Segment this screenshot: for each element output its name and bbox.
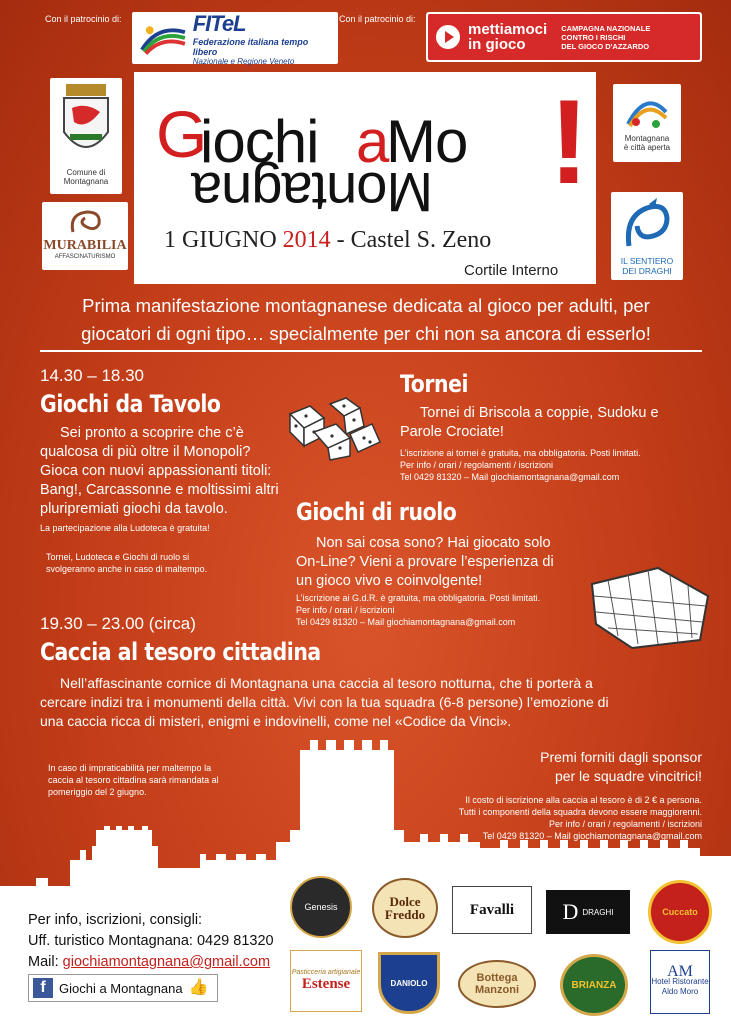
tavolo-text4: Bang!, Carcassonne e moltissimi altri bbox=[40, 482, 279, 498]
footer-mail-link[interactable]: giochiamontagnana@gmail.com bbox=[62, 954, 271, 970]
mettiamoci-sub1: CAMPAGNA NAZIONALE bbox=[561, 23, 651, 33]
fitel-name: FITeL bbox=[192, 10, 246, 36]
patrocinio-label-left: Con il patrocinio di: bbox=[45, 14, 122, 24]
tavolo-description bbox=[40, 424, 302, 519]
footer-info bbox=[28, 910, 274, 973]
caccia-time: 19.30 – 23.00 (circa) bbox=[40, 614, 196, 633]
mettiamoci-title2: in gioco bbox=[468, 36, 526, 53]
date-year: 2014 bbox=[282, 227, 331, 253]
sentiero-logo bbox=[611, 192, 683, 280]
tornei-note2: Per info / orari / regolamenti / iscrizioni bbox=[400, 460, 554, 470]
shell-icon bbox=[65, 208, 105, 236]
sponsor-daniolo-name: DANIOLO bbox=[390, 978, 428, 988]
caccia-note2: Tutti i componenti della squadra devono essere maggiorenni. bbox=[458, 807, 702, 817]
tavolo-weather bbox=[46, 551, 258, 575]
footer-line2: Uff. turistico Montagnana: 0429 81320 bbox=[28, 933, 274, 949]
ruolo-note1: L’iscrizione ai G.d.R. è gratuita, ma obbligatoria. Posti limitati. bbox=[296, 593, 541, 603]
sponsor-draghi bbox=[546, 890, 630, 934]
ruolo-heading: Giochi di ruolo bbox=[296, 498, 457, 526]
sponsor-draghi-d-icon: D bbox=[562, 899, 579, 924]
comune-label-1: Comune di bbox=[66, 168, 106, 177]
facebook-page-name: Giochi a Montagnana bbox=[59, 980, 183, 996]
city-map-icon bbox=[588, 566, 712, 650]
sentiero-line1: IL SENTIERO bbox=[620, 256, 674, 266]
ruolo-notes bbox=[296, 592, 596, 628]
coat-of-arms-icon bbox=[56, 82, 116, 166]
fitel-logo-box bbox=[132, 12, 338, 64]
sponsor-dolce-freddo bbox=[372, 878, 438, 938]
tornei-notes bbox=[400, 447, 700, 483]
murabilia-sub: AFFASCINATURISMO bbox=[54, 254, 116, 260]
like-thumb-icon: 👍 bbox=[188, 979, 209, 996]
mettiamoci-sub3: DEL GIOCO D'AZZARDO bbox=[561, 41, 650, 51]
tavolo-weather1: Tornei, Ludoteca e Giochi di ruolo si bbox=[46, 552, 190, 562]
tornei-heading: Tornei bbox=[400, 370, 469, 398]
tavolo-weather2: svolgeranno anche in caso di maltempo. bbox=[46, 564, 208, 574]
facebook-icon: f bbox=[33, 978, 53, 998]
divider bbox=[40, 350, 702, 352]
mettiamoci-sub2: CONTRO I RISCHI bbox=[561, 32, 626, 42]
sponsor-daniolo bbox=[378, 952, 440, 1014]
sponsor-favalli-name: Favalli bbox=[469, 901, 515, 918]
footer-line1: Per info, iscrizioni, consigli: bbox=[28, 912, 203, 928]
tornei-note1: L’iscrizione ai tornei è gratuita, ma obbligatoria. Posti limitati. bbox=[400, 448, 641, 458]
sponsor-estense bbox=[290, 950, 362, 1012]
tavolo-text5: pluripremiati giochi da tavolo. bbox=[40, 501, 228, 517]
sponsor-estense-name: Estense bbox=[301, 976, 351, 992]
tornei-description bbox=[400, 404, 700, 442]
title-letter-g: G bbox=[156, 97, 207, 171]
sponsor-bottega-manzoni bbox=[458, 960, 536, 1008]
dice-icon bbox=[284, 396, 384, 462]
facebook-badge[interactable] bbox=[28, 974, 218, 1002]
caccia-note1: Il costo di iscrizione alla caccia al tesoro è di 2 € a persona. bbox=[465, 795, 702, 805]
ruolo-description bbox=[296, 534, 596, 591]
sentiero-line2: DEI DRAGHI bbox=[622, 266, 672, 276]
date-place: - Castel S. Zeno bbox=[330, 227, 492, 253]
caccia-text3: una caccia ricca di misteri, enigmi e indovinelli, come nel «Codice da Vinci». bbox=[40, 713, 512, 729]
caccia-weather1: In caso di impraticabilità per maltempo la bbox=[48, 763, 212, 773]
caccia-text2: cercare indizi tra i monumenti della città. Vivi con la tua squadra (6-8 persone) l’emozione di bbox=[40, 694, 609, 710]
sponsor-bottega: Bottega bbox=[476, 972, 518, 984]
tornei-note3: Tel 0429 81320 – Mail giochiamontagnana@gmail.com bbox=[400, 472, 620, 482]
ruolo-text2: On-Line? Vieni a provare l’esperienza di bbox=[296, 554, 554, 570]
sponsor-freddo: Freddo bbox=[384, 907, 426, 922]
sponsor-genesis-name: Genesis bbox=[304, 902, 338, 912]
title-letter-a: a bbox=[356, 108, 389, 175]
citta-aperta-line2: è città aperta bbox=[623, 143, 671, 152]
murabilia-logo bbox=[42, 202, 128, 270]
dragon-icon bbox=[619, 196, 675, 254]
caccia-notes bbox=[392, 794, 702, 842]
title-iochi: iochi bbox=[200, 108, 319, 175]
tavolo-text2: qualcosa di più oltre il Monopoli? bbox=[40, 444, 251, 460]
caccia-prize bbox=[480, 748, 702, 786]
rainbow-people-icon bbox=[622, 88, 672, 132]
comune-label-2: Montagnana bbox=[63, 177, 109, 186]
caccia-prize1: Premi forniti dagli sponsor bbox=[540, 749, 702, 765]
footer-mail-row bbox=[28, 952, 274, 973]
ruolo-text3: un gioco vivo e coinvolgente! bbox=[296, 573, 483, 589]
sponsor-aldo-moro bbox=[650, 950, 710, 1014]
sponsor-brianza-name: BRIANZA bbox=[571, 979, 617, 991]
tavolo-text1: Sei pronto a scoprire che c’è bbox=[60, 425, 244, 441]
ruolo-note3: Tel 0429 81320 – Mail giochiamontagnana@gmail.com bbox=[296, 617, 516, 627]
sponsor-cuccato-name: Cuccato bbox=[662, 907, 698, 917]
caccia-prize2: per le squadre vincitrici! bbox=[554, 768, 702, 784]
sponsor-manzoni: Manzoni bbox=[475, 984, 519, 996]
date-day: 1 GIUGNO bbox=[164, 227, 283, 253]
caccia-weather3: pomeriggio del 2 giugno. bbox=[48, 787, 147, 797]
event-date bbox=[164, 227, 491, 254]
sponsor-dolce: Dolce bbox=[389, 894, 421, 909]
mettiamoci-title1: mettiamoci bbox=[468, 21, 548, 38]
mettiamoci-logo bbox=[426, 12, 702, 62]
title-panel bbox=[134, 72, 596, 284]
tavolo-heading: Giochi da Tavolo bbox=[40, 390, 221, 418]
caccia-weather2: caccia al tesoro cittadina sarà rimandata al bbox=[48, 775, 219, 785]
intro-text bbox=[28, 292, 704, 348]
sponsor-cuccato bbox=[648, 880, 712, 944]
caccia-heading: Caccia al tesoro cittadina bbox=[40, 638, 321, 666]
intro-line2: giocatori di ogni tipo… specialmente per chi non sa ancora di esserlo! bbox=[81, 323, 651, 344]
tavolo-text3: Gioca con nuovi appassionanti titoli: bbox=[40, 463, 272, 479]
sponsor-aldo-moro-name: Aldo Moro bbox=[661, 987, 699, 996]
sponsor-aldo-moro-sub: Hotel Ristorante bbox=[651, 977, 709, 986]
venue-cortile: Cortile Interno bbox=[464, 262, 559, 279]
sponsor-brianza bbox=[560, 954, 628, 1016]
sponsor-estense-sub: Pasticceria artigianale bbox=[291, 969, 361, 976]
tornei-text1: Tornei di Briscola a coppie, Sudoku e bbox=[420, 405, 659, 421]
tavolo-note: La partecipazione alla Ludoteca è gratuita! bbox=[40, 523, 210, 533]
sponsor-genesis bbox=[290, 876, 352, 938]
patrocinio-label-right: Con il patrocinio di: bbox=[339, 14, 416, 24]
ruolo-note2: Per info / orari / iscrizioni bbox=[296, 605, 395, 615]
tavolo-time: 14.30 – 18.30 bbox=[40, 366, 144, 385]
caccia-note3: Per info / orari / regolamenti / iscrizioni bbox=[548, 819, 702, 829]
fitel-line2: Nazionale e Regione Veneto bbox=[192, 56, 295, 66]
sponsor-am-monogram-icon: AM bbox=[667, 963, 693, 980]
fitel-line1: Federazione italiana tempo libero bbox=[192, 36, 309, 57]
comune-logo bbox=[50, 78, 122, 194]
sponsor-draghi-name: DRAGHI bbox=[582, 907, 614, 917]
footer-mail-label: Mail: bbox=[28, 954, 63, 970]
murabilia-name: MURABILIA bbox=[43, 238, 127, 253]
fitel-rainbow-icon bbox=[138, 18, 193, 58]
ruolo-text1: Non sai cosa sono? Hai giocato solo bbox=[316, 535, 551, 551]
caccia-description bbox=[40, 674, 700, 731]
title-exclamation: ! bbox=[549, 75, 589, 209]
sponsor-favalli bbox=[452, 886, 532, 934]
play-icon bbox=[436, 25, 460, 49]
caccia-note4: Tel 0429 81320 – Mail giochiamontagnana@gmail.com bbox=[482, 831, 702, 841]
tornei-text2: Parole Crociate! bbox=[400, 424, 504, 440]
caccia-text1: Nell’affascinante cornice di Montagnana una caccia al tesoro notturna, che ti porterà a bbox=[60, 675, 593, 691]
citta-aperta-line1: Montagnana bbox=[624, 134, 670, 143]
title-montagna-flipped: Montagna bbox=[192, 161, 434, 224]
title-mo: Mo bbox=[386, 108, 468, 175]
intro-line1: Prima manifestazione montagnanese dedicata al gioco per adulti, per bbox=[82, 295, 650, 316]
citta-aperta-logo bbox=[613, 84, 681, 162]
